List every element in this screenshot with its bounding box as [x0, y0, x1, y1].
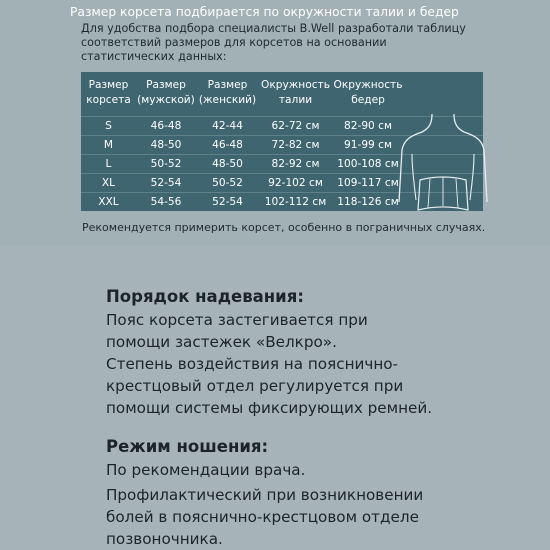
cell-male: 54-56 — [150, 196, 182, 208]
header-corset-size: Размер корсета — [86, 79, 131, 106]
cell-hips: 82-90 см — [344, 120, 392, 132]
size-info-panel — [0, 0, 550, 245]
cell-hips: 109-117 см — [337, 177, 399, 189]
header-female-size: Размер (женский) — [198, 79, 257, 106]
cell-waist: 82-92 см — [271, 158, 320, 170]
cell-male: 46-48 — [150, 120, 182, 132]
cell-size: XXL — [98, 196, 119, 208]
header-hips: Окружность бедер — [333, 79, 403, 106]
cell-waist: 72-82 см — [271, 139, 320, 151]
cell-female: 48-50 — [212, 158, 243, 170]
header-male-size: Размер (мужской) — [137, 79, 195, 106]
cell-female: 42-44 — [212, 120, 243, 132]
donning-paragraph-velcro: Пояс корсета застегивается при помощи застежек «Велкро». — [106, 311, 368, 351]
corset-torso-icon — [398, 110, 488, 213]
wearing-paragraph-doctor: По рекомендации врача. — [106, 461, 306, 479]
cell-hips: 100-108 см — [337, 158, 399, 170]
cell-size: S — [105, 120, 112, 132]
cell-hips: 91-99 см — [344, 139, 392, 151]
sheet-title: Размер корсета подбирается по окружности талии и бедер — [70, 5, 459, 19]
cell-male: 48-50 — [150, 139, 182, 151]
wearing-title: Режим ношения: — [106, 437, 269, 456]
donning-title: Порядок надевания: — [106, 287, 304, 306]
cell-female: 46-48 — [212, 139, 243, 151]
cell-hips: 118-126 см — [337, 196, 399, 208]
cell-waist: 92-102 см — [268, 177, 323, 189]
intro-text: Для удобства подбора специалисты B.Well разработали таблицу соответствий размеров для корсетов на основании статистических данных: — [81, 22, 466, 63]
cell-female: 50-52 — [212, 177, 243, 189]
donning-paragraph-straps: Степень воздействия на пояснично-крестцовый отдел регулируется при помощи системы фиксирующих ремней. — [106, 355, 433, 417]
fitting-note: Рекомендуется примерить корсет, особенно в пограничных случаях. — [82, 221, 486, 234]
wearing-paragraph-prevention: Профилактический при возникновении болей в пояснично-крестцовом отделе позвоночника. — [106, 486, 424, 548]
cell-waist: 62-72 см — [271, 120, 320, 132]
cell-waist: 102-112 см — [264, 196, 327, 208]
cell-size: L — [105, 158, 112, 170]
cell-size: M — [103, 139, 114, 151]
header-waist: Окружность талии — [261, 79, 330, 106]
cell-male: 50-52 — [150, 158, 182, 170]
cell-male: 52-54 — [150, 177, 182, 189]
cell-size: XL — [101, 177, 116, 189]
cell-female: 52-54 — [212, 196, 243, 208]
